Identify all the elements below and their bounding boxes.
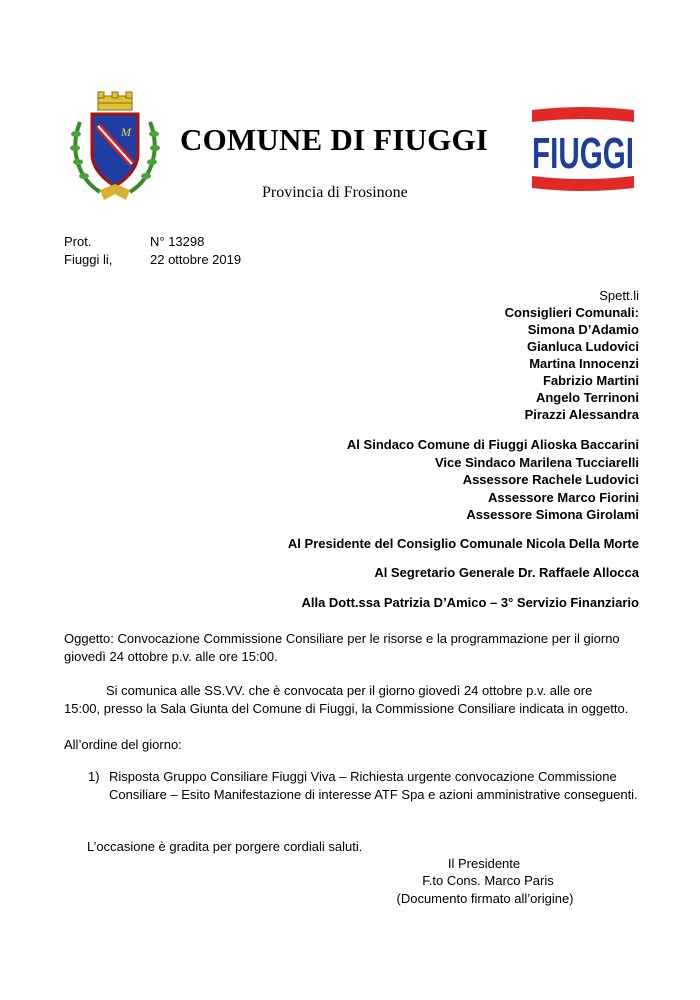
notice-paragraph bbox=[64, 682, 644, 718]
salutation: Spett.li bbox=[599, 288, 639, 303]
brand-logo-text: FIUGGI bbox=[532, 129, 634, 178]
recipient-president: Al Presidente del Consiglio Comunale Nicola Della Morte bbox=[287, 536, 639, 551]
recipient-executive: Assessore Marco Fiorini bbox=[488, 490, 639, 505]
protocol-number: N° 13298 bbox=[150, 234, 205, 249]
recipient-councillor: Simona D’Adamio bbox=[527, 322, 639, 337]
recipient-finance: Alla Dott.ssa Patrizia D’Amico – 3° Servizio Finanziario bbox=[301, 595, 639, 610]
recipient-executive: Assessore Simona Girolami bbox=[466, 507, 639, 522]
svg-text:M: M bbox=[121, 125, 131, 139]
agenda-item-number: 1) bbox=[88, 769, 100, 784]
protocol-label: Prot. bbox=[64, 234, 92, 249]
signature-note: (Documento firmato all’origine) bbox=[396, 891, 574, 906]
recipient-group-title: Consiglieri Comunali: bbox=[504, 305, 639, 320]
notice-line: 15:00, presso la Sala Giunta del Comune di Fiuggi, la Commissione Consiliare indicata in oggetto. bbox=[64, 701, 629, 716]
recipient-executive: Assessore Rachele Ludovici bbox=[462, 472, 639, 487]
recipient-councillor: Pirazzi Alessandra bbox=[524, 407, 639, 422]
subject-paragraph bbox=[64, 630, 644, 666]
agenda-item-line: Risposta Gruppo Consiliare Fiuggi Viva – Richiesta urgente convocazione Commissione bbox=[109, 769, 617, 784]
signature-role: Il Presidente bbox=[447, 856, 521, 871]
agenda-item-line: Consiliare – Esito Manifestazione di interesse ATF Spa e azioni amministrative conseguenti. bbox=[109, 787, 638, 802]
letter-date: 22 ottobre 2019 bbox=[150, 252, 242, 267]
recipient-councillor: Martina Innocenzi bbox=[529, 356, 639, 371]
recipient-councillor: Gianluca Ludovici bbox=[527, 339, 639, 354]
closing-line: L’occasione è gradita per porgere cordiali saluti. bbox=[87, 839, 363, 854]
place-label: Fiuggi li, bbox=[64, 252, 113, 267]
coat-of-arms-icon bbox=[70, 92, 160, 210]
signature-name: F.to Cons. Marco Paris bbox=[422, 873, 554, 888]
agenda-label: All’ordine del giorno: bbox=[64, 737, 182, 752]
province-subtitle: Provincia di Frosinone bbox=[262, 184, 408, 201]
letter-page: M COMUNE DI FIUGGI Provincia di Frosinone FIUGGI Prot. N° 13298 Fiuggi li, 22 ottobre 2019 Spett.li Consiglieri Comunali: Simona D’Adamio Gianluca Ludovici Martina Innocenzi Fabrizio Martini Angelo Terrinoni Pirazzi Alessandra Al Sindaco Comune di Fiuggi Alioska Baccarini Vice Sindaco Marilena Tucciarelli Assessore Rachele Ludovici Assessore Marco Fiorini Assessore Simona Girolami Al Presidente del Consiglio Comunale Nicola Della Morte Al Segretario Generale Dr. Raffaele Allocca Alla Dott.ssa Patrizia D’Amico – 3° Servizio Finanziario Oggetto: Convocazione Commissione Consiliare per le risorse e la programmazione per il giorno giovedì 24 ottobre p.v. alle ore 15:00. Si comunica alle SS.VV. che è convocata per il giorno giovedì 24 ottobre p.v. alle ore 15:00, presso la Sala Giunta del Comune di Fiuggi, la Commissione Consiliare indicata in oggetto. All’ordine del giorno: 1) Risposta Gruppo Consiliare Fiuggi Viva – Richiesta urgente convocazione Commissione Consiliare – Esito Manifestazione di interesse ATF Spa e azioni amministrative conseguenti. L’occasione è gradita per porgere cordiali saluti. Il Presidente F.to Cons. Marco Paris (Documento firmato all’origine) bbox=[0, 0, 700, 1000]
subject-line: giovedì 24 ottobre p.v. alle ore 15:00. bbox=[64, 649, 278, 664]
recipient-executive: Al Sindaco Comune di Fiuggi Alioska Baccarini bbox=[346, 437, 639, 452]
recipient-councillor: Angelo Terrinoni bbox=[535, 390, 639, 405]
recipient-secretary: Al Segretario Generale Dr. Raffaele Allocca bbox=[374, 565, 639, 580]
recipient-executive: Vice Sindaco Marilena Tucciarelli bbox=[435, 455, 639, 470]
notice-line: Si comunica alle SS.VV. che è convocata per il giorno giovedì 24 ottobre p.v. alle ore bbox=[106, 683, 593, 698]
fiuggi-brand-logo bbox=[528, 108, 638, 190]
subject-line: Oggetto: Convocazione Commissione Consiliare per le risorse e la programmazione per il giorno bbox=[64, 631, 620, 646]
recipient-councillor: Fabrizio Martini bbox=[542, 373, 639, 388]
